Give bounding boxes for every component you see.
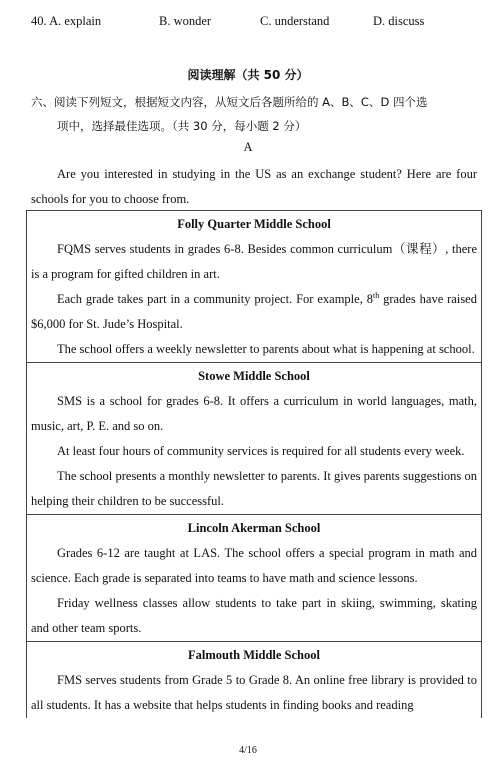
question-40-option-d: D. discuss bbox=[373, 14, 425, 28]
school-name: Falmouth Middle School bbox=[188, 648, 320, 662]
instructions-line-2: 项中，选择最佳选项。（共 30 分，每小题 2 分） bbox=[57, 119, 307, 133]
question-40-option-b: B. wonder bbox=[159, 14, 212, 28]
school-box bbox=[27, 363, 481, 515]
passage-letter: A bbox=[243, 140, 253, 154]
school-box bbox=[27, 642, 481, 718]
school-name: Lincoln Akerman School bbox=[187, 521, 321, 535]
school-paragraph: Grades 6-12 are taught at LAS. The school offers a special program in math and science. Each grade is separated into teams to have math and science lessons. bbox=[31, 546, 477, 585]
school-paragraph: FQMS serves students in grades 6-8. Besides common curriculum（课程）, there is a program for gifted children in art. bbox=[31, 242, 477, 281]
school-paragraph: At least four hours of community services is required for all students every week. bbox=[57, 444, 465, 458]
page-number: 4/16 bbox=[239, 745, 257, 756]
school-paragraph: SMS is a school for grades 6-8. It offers a curriculum in world languages, math, music, art, P. E. and so on. bbox=[31, 394, 477, 433]
passage-intro: Are you interested in studying in the US as an exchange student? Here are four schools for you to choose from. bbox=[31, 167, 477, 206]
school-paragraph: The school offers a weekly newsletter to parents about what is happening at school. bbox=[57, 342, 475, 356]
school-paragraph: FMS serves students from Grade 5 to Grade 8. An online free library is provided to all students. It has a website that helps students in finding books and reading bbox=[31, 673, 477, 712]
school-paragraph: Friday wellness classes allow students to take part in skiing, swimming, skating and other team sports. bbox=[31, 596, 477, 635]
question-40-option-c: C. understand bbox=[260, 14, 330, 28]
question-40-option-a: 40. A. explain bbox=[31, 14, 102, 28]
schools-table bbox=[26, 210, 482, 718]
school-paragraph: Each grade takes part in a community project. For example, 8th grades have raised $6,000 for St. Jude’s Hospital. bbox=[31, 290, 477, 331]
school-name: Stowe Middle School bbox=[198, 369, 310, 383]
school-box bbox=[27, 515, 481, 642]
section-title: 阅读理解（共 50 分） bbox=[187, 68, 309, 82]
school-name: Folly Quarter Middle School bbox=[177, 217, 331, 231]
instructions-line-1: 六、阅读下列短文，根据短文内容，从短文后各题所给的 A、B、C、D 四个选 bbox=[31, 95, 428, 109]
question-40 bbox=[31, 14, 476, 32]
school-paragraph: The school presents a monthly newsletter to parents. It gives parents suggestions on helping their children to be successful. bbox=[31, 469, 477, 508]
school-box bbox=[27, 211, 481, 363]
